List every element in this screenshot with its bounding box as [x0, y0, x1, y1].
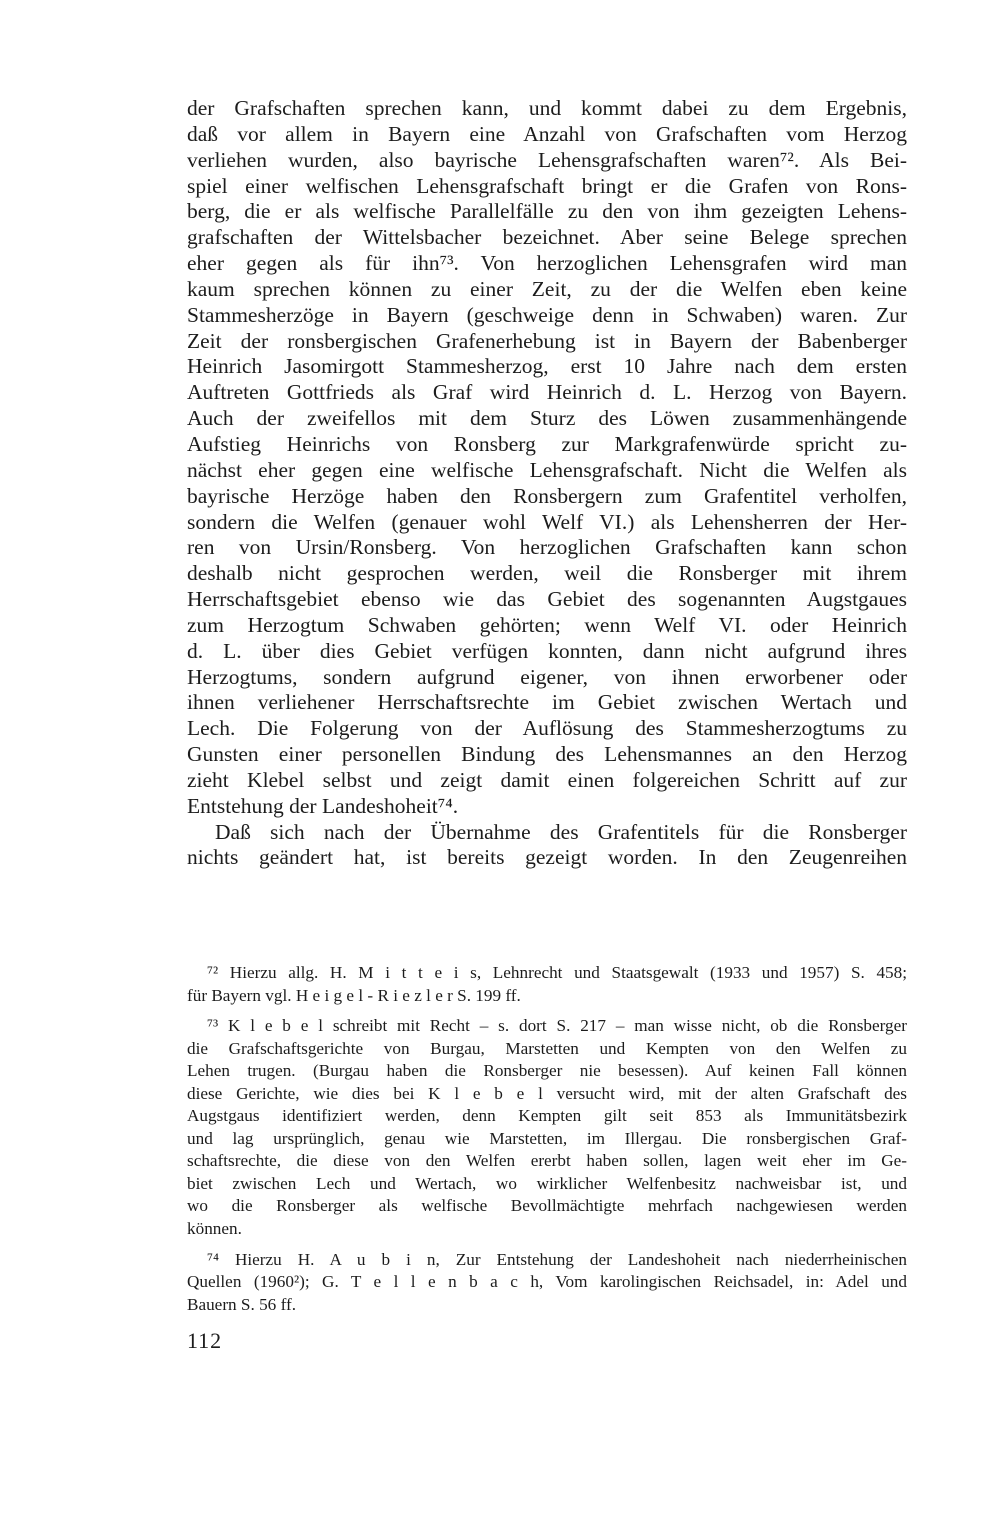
- text-line: ihnen verliehener Herrschaftsrechte im Gebiet zwischen Wertach und: [187, 690, 907, 715]
- text-line: Heinrich Jasomirgott Stammesherzog, erst 10 Jahre nach dem ersten: [187, 354, 907, 379]
- text-line: Lech. Die Folgerung von der Auflösung des Stammesherzogtums zu: [187, 716, 907, 741]
- text-line: verliehen wurden, also bayrische Lehensgrafschaften waren⁷². Als Bei-: [187, 147, 907, 172]
- text-line: ren von Ursin/Ronsberg. Von herzoglichen Grafschaften kann schon: [187, 535, 907, 560]
- text-line: Stammesherzöge in Bayern (geschweige denn in Schwaben) waren. Zur: [187, 302, 907, 327]
- text-line: zieht Klebel selbst und zeigt damit einen folgereichen Schritt auf zur: [187, 767, 907, 792]
- text-line: eher gegen als für ihn⁷³. Von herzoglichen Lehensgrafen wird man: [187, 251, 907, 276]
- main-text: [187, 96, 907, 871]
- text-line: Herrschaftsgebiet ebenso wie das Gebiet des sogenannten Augstgaues: [187, 587, 907, 612]
- footnote-line: wo die Ronsberger als welfische Bevollmächtigte mehrfach nachgewiesen werden: [187, 1196, 907, 1216]
- page-number: 112: [187, 1328, 223, 1353]
- footnotes: [187, 962, 907, 1324]
- footnote-line: und lag ursprünglich, genau wie Marstetten, im Illergau. Die ronsbergischen Graf-: [187, 1128, 907, 1148]
- footnote-line: schaftsrechte, die diese von den Welfen ererbt haben sollen, lagen weit eher im Ge-: [187, 1151, 907, 1171]
- text-line: Aufstieg Heinrichs von Ronsberg zur Markgrafenwürde spricht zu-: [187, 431, 907, 456]
- text-line: grafschaften der Wittelsbacher bezeichnet. Aber seine Belege sprechen: [187, 225, 907, 250]
- text-line: der Grafschaften sprechen kann, und kommt dabei zu dem Ergebnis,: [187, 96, 907, 120]
- text-line: sondern die Welfen (genauer wohl Welf VI.) als Lehensherren der Her-: [187, 509, 907, 534]
- footnote-line: ⁷² Hierzu allg. H. M i t t e i s, Lehnrecht und Staatsgewalt (1933 und 1957) S. 458;: [207, 963, 907, 982]
- footnote-line: die Grafschaftsgerichte von Burgau, Marstetten und Kempten von den Welfen zu: [187, 1038, 907, 1058]
- footnote-73: [187, 1015, 907, 1240]
- paragraph-start-line: Daß sich nach der Übernahme des Grafentitels für die Ronsberger: [215, 819, 907, 844]
- text-line: berg, die er als welfische Parallelfälle zu den von ihm gezeigten Lehens-: [187, 199, 907, 224]
- text-line: deshalb nicht gesprochen werden, weil die Ronsberger mit ihrem: [187, 561, 907, 586]
- footnote-line: ⁷³ K l e b e l schreibt mit Recht – s. dort S. 217 – man wisse nicht, ob die Ronsberger: [207, 1016, 907, 1036]
- text-line: nächst eher gegen eine welfische Lehensgrafschaft. Nicht die Welfen als: [187, 457, 907, 482]
- text-line: Auch der zweifellos mit dem Sturz des Löwen zusammenhängende: [187, 406, 907, 431]
- text-line: bayrische Herzöge haben den Ronsbergern zum Grafentitel verholfen,: [187, 483, 907, 508]
- text-line: daß vor allem in Bayern eine Anzahl von Grafschaften vom Herzog: [187, 121, 907, 146]
- footnote-line: biet zwischen Lech und Wertach, wo wirklicher Welfenbesitz nachweisbar ist, und: [187, 1173, 907, 1193]
- footnote-line: für Bayern vgl. H e i g e l - R i e z l e r S. 199 ff.: [187, 985, 521, 1005]
- footnote-line: ⁷⁴ Hierzu H. A u b i n, Zur Entstehung der Landeshoheit nach niederrheinischen: [207, 1249, 907, 1269]
- text-line: d. L. über dies Gebiet verfügen konnten, dann nicht aufgrund ihres: [187, 638, 907, 663]
- text-line: spiel einer welfischen Lehensgrafschaft bringt er die Grafen von Rons-: [187, 173, 907, 198]
- text-line: zum Herzogtum Schwaben gehörten; wenn Welf VI. oder Heinrich: [187, 612, 907, 637]
- text-line: Entstehung der Landeshoheit⁷⁴.: [187, 793, 459, 818]
- text-line: Gunsten einer personellen Bindung des Lehensmannes an den Herzog: [187, 742, 907, 767]
- text-line: Herzogtums, sondern aufgrund eigener, von ihnen erworbener oder: [187, 664, 907, 689]
- text-line: Auftreten Gottfrieds als Graf wird Heinrich d. L. Herzog von Bayern.: [187, 380, 907, 405]
- text-line: kaum sprechen können zu einer Zeit, zu der die Welfen eben keine: [187, 276, 907, 301]
- text-line: Zeit der ronsbergischen Grafenerhebung ist in Bayern der Babenberger: [187, 328, 907, 353]
- footnote-line: Augstgaus identifiziert werden, denn Kempten gilt seit 853 als Immunitätsbezirk: [187, 1106, 907, 1126]
- footnote-line: Bauern S. 56 ff.: [187, 1294, 296, 1314]
- footnote-line: Quellen (1960²); G. T e l l e n b a c h, Vom karolingischen Reichsadel, in: Adel und: [187, 1272, 907, 1292]
- footnote-line: diese Gerichte, wie dies bei K l e b e l versucht wird, mit der alten Grafschaft des: [187, 1083, 907, 1103]
- footnote-72: [187, 962, 907, 1007]
- footnote-line: können.: [187, 1219, 242, 1239]
- footnote-line: Lehen trugen. (Burgau haben die Ronsberger nie besessen). Auf keinen Fall können: [187, 1061, 907, 1081]
- text-line: nichts geändert hat, ist bereits gezeigt worden. In den Zeugenreihen: [187, 845, 907, 870]
- footnote-74: [187, 1249, 907, 1317]
